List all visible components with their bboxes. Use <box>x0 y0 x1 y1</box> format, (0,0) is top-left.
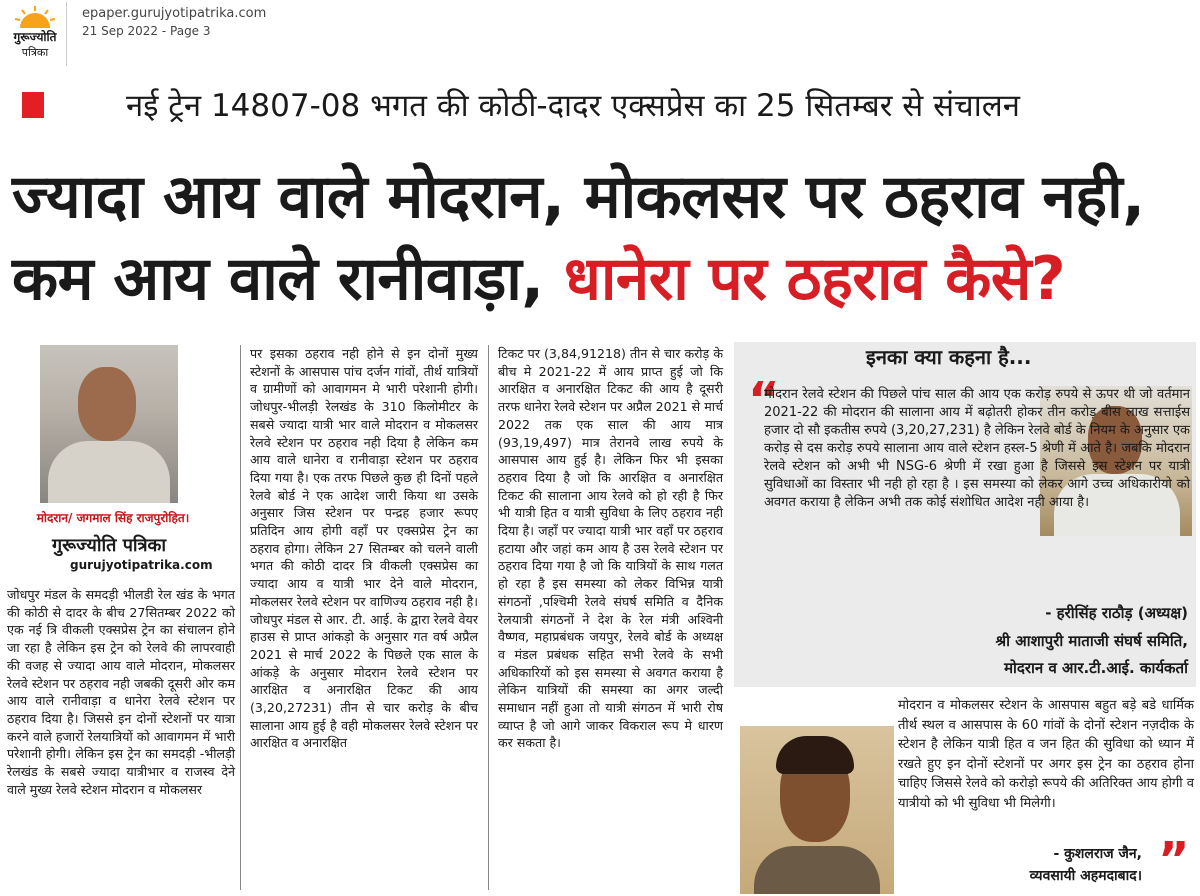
quote1-signature-org: श्री आशापुरी माताजी संघर्ष समिति, <box>995 632 1188 650</box>
column-divider <box>488 345 489 890</box>
article-column-2 <box>250 345 478 752</box>
opinion-quote-2-text: मोदरान व मोकलसर स्टेशन के आसपास बहुत बड़े बडे धार्मिक तीर्थ स्थल व आसपास के 60 गांवों के दोनों स्टेशन नज़दीक के स्टेशन है लेकिन यात्री हित व जन हित की सुविधा को ध्यान में रखते हुए इन दोनों स्टेशनों पर अगर इस ट्रेन का ठहराव होना चाहिए जिससे रेलवे को करोड़ो रूपये की अतिरिक्त आय होगी व यात्रीयो को भी सुविधा भी मिलेगी। <box>898 698 1194 811</box>
inline-brand-url: gurujyotipatrika.com <box>70 558 213 572</box>
opinion-quote-1 <box>764 386 1190 512</box>
headline-line2-black: कम आय वाले रानीवाड़ा, <box>12 244 564 314</box>
article-column-2-text: पर इसका ठहराव नही होने से इन दोनों मुख्य स्टेशनों के आसपास पांच दर्जन गांवों, तीर्थ यात्रियों व ग्रामीणों को आवागमन मे भारी परेशानी होगी। जोधपुर-भीलड़ी रेलखंड के 310 किलोमीटर के सबसे ज्यादा यात्री भार वाले मोदरान व मोकलसर रेलवे स्टेशन पर ठहराव नही दिया है लेकिन कम आय वाले धानेरा व रानीवाड़ा स्टेशन पर ठहराव दिया गया है। एक तरफ पिछले कुछ ही दिनों पहले रेलवे बोर्ड ने एक आदेश जारी किया था उसके अनुसार जिस स्टेशन पर पन्द्रह हजार रूपए प्रतिदिन आय होगी वहाँ पर एक्सप्रेस ट्रेन का ठहराव होगा। लेकिन 27 सितम्बर को चलने वाली भगत की कोठी दादर त्रि वीकली एक्सप्रेस का ज्यादा आय व यात्री भार देने वाले मोदरान, मोकलसर रेलवे स्टेशन पर वाणिज्य ठहराव नही है। जोधपुर मंडल से आर. टी. आई. के द्वारा रेलवे वेयर हाउस से प्राप्त आंकड़ो के अनुसार गत वर्ष अप्रैल 2021 से मार्च 2022 के पिछले एक साल के आंकड़े के अनुसार मोदरान रेलवे स्टेशन पर आरक्षित व अनारक्षित टिकट की आय (3,20,27231) तीन से चार करोड़ के बीच सालाना आय हुई है वही मोकलसर रेलवे स्टेशन पर आरक्षित व अनारक्षित <box>250 346 478 751</box>
newspaper-logo <box>4 2 67 66</box>
epaper-url[interactable]: epaper.gurujyotipatrika.com <box>82 6 267 21</box>
epaper-date-page: 21 Sep 2022 - Page 3 <box>82 24 211 38</box>
article-column-1-text: जोधपुर मंडल के समदड़ी भीलडी रेल खंड के भगत की कोठी से दादर के बीच 27सितम्बर 2022 को एक नई त्रि वीकली एक्सप्रेस ट्रेन का संचालन होने जा रहा है लेकिन इस ट्रेन को रेलवे की लापरवाही की वजह से ज्यादा आय वाले मोदरान, मोकलसर रेलवे स्टेशन पर ठहराव नही जबकी दूसरी ओर कम आय वाले रानीवाड़ा व धानेरा रेलवे स्टेशन पर ठहराव दिया है। जिससे इन दोनों स्टेशनों पर यात्रा करने वाले हजारों रेलयात्रियों को आवागमन में भारी परेशानी होगी। लेकिन इस ट्रेन का समदड़ी -भीलड़ी रेलखंड के सबसे ज्यादा यात्रीभार व राजस्व देने वाले मुख्य रेलवे स्टेशन मोदरान व मोकलसर <box>7 587 235 797</box>
article-column-3 <box>498 345 723 752</box>
opinion-box-title: इनका क्या कहना है... <box>866 345 1032 369</box>
logo-brand-sub: पत्रिका <box>21 46 49 59</box>
sun-logo-icon <box>14 6 56 28</box>
main-headline-line2 <box>12 244 1065 314</box>
article-column-1 <box>7 586 235 798</box>
kicker-headline: नई ट्रेन 14807-08 भगत की कोठी-दादर एक्सप्रेस का 25 सितम्बर से संचालन <box>126 88 1020 124</box>
logo-brand-name: गुरूज्योति <box>13 30 57 44</box>
opinion-quote-1-text: मोदरान रेलवे स्टेशन की पिछले पांच साल की आय एक करोड़ रुपये से ऊपर थी जो वर्तमान 2021-22 की मोदरान की सालाना आय में बढ़ोतरी होकर तीन करोड़ बीस लाख सत्ताईस हजार दो सौ इकतीस रुपये (3,20,27,231) है लेकिन रेलवे बोर्ड के नियम के अनुसार एक करोड़ से दस करोड़ रुपये सालाना आय वाले स्टेशन हस्ल-5 श्रेणी में आते है। जबकि मोदरान रेलवे स्टेशन को अभी भी NSG-6 श्रेणी में रखा हुआ है जिससे इस स्टेशन पर यात्री सुविधाओं का विस्तार भी नही हो रहा है । इस समस्या को लेकर आगे उच्च अधिकारीयो को अवगत कराया है लेकिन अभी तक कोई संशोधित आदेश नही आया है। <box>764 387 1190 510</box>
quote2-signature-place: व्यवसायी अहमदाबाद। <box>1029 868 1142 884</box>
kushalraj-photo <box>740 726 894 894</box>
reporter-photo <box>40 345 178 503</box>
inline-brand-name: गुरूज्योति पत्रिका <box>52 535 167 556</box>
headline-line2-red: धानेरा पर ठहराव कैसे? <box>563 244 1066 314</box>
article-column-3-text: टिकट पर (3,84,91218) तीन से चार करोड़ के बीच मे 2021-22 में आय प्राप्त हुई जो कि आरक्षित व अनारक्षित टिकट की आय है दूसरी तरफ धानेरा रेलवे स्टेशन पर अप्रैल 2021 से मार्च 2022 तक एक साल की आय मात्र (93,19,497) मात्र तेरानवे लाख रुपये के आसपास आय हुई है। लेकिन फिर भी इसका ठहराव दिया है जो कि आरक्षित व अनारक्षित टिकट की सालाना आय रेलवे को हो रही है फिर भी यात्री हित व यात्री सुविधा के लिए ठहराव नही दिया है। जहाँ पर ज्यादा यात्री भार वहाँ पर ठहराव हटाया और जहां कम आय है उस रेलवे स्टेशन पर ठहराव दिया गया है जो कि यात्रियों के साथ गलत हो रहा है इस समस्या को लेकर विभिन्न यात्री संगठनों ,पश्चिमी रेलवे संघर्ष समिति व दैनिक रेलयात्री संगठनों ने देश के रेल मंत्री अश्विनी वैष्णव, महाप्रबंधक जयपुर, रेलवे बोर्ड के अध्यक्ष व मंडल प्रबंधक सहित सभी रेलवे के सभी अधिकारियों को इस समस्या से अवगत कराया है लेकिन यात्रियों की समस्या का अगर जल्दी समाधान नहीं हुआ तो यात्री संगठन में भारी रोष व्याप्त है जो आगे जाकर विकराल रूप मे धारण कर सकता है। <box>498 346 723 751</box>
red-bullet-square <box>22 92 44 118</box>
quote1-signature-place: मोदरान व आर.टी.आई. कार्यकर्ता <box>1004 659 1188 677</box>
quote-open-mark: “ <box>748 372 780 428</box>
quote-close-mark: ” <box>1158 832 1190 888</box>
main-headline-line1: ज्यादा आय वाले मोदरान, मोकलसर पर ठहराव नही, <box>12 162 1145 232</box>
quote2-signature-name: - कुशलराज जैन, <box>1053 846 1142 862</box>
reporter-caption: मोदरान/ जगमाल सिंह राजपुरोहित। <box>36 511 190 525</box>
column-divider <box>240 345 241 890</box>
quote1-signature-name: - हरीसिंह राठौड़ (अध्यक्ष) <box>1045 604 1188 622</box>
